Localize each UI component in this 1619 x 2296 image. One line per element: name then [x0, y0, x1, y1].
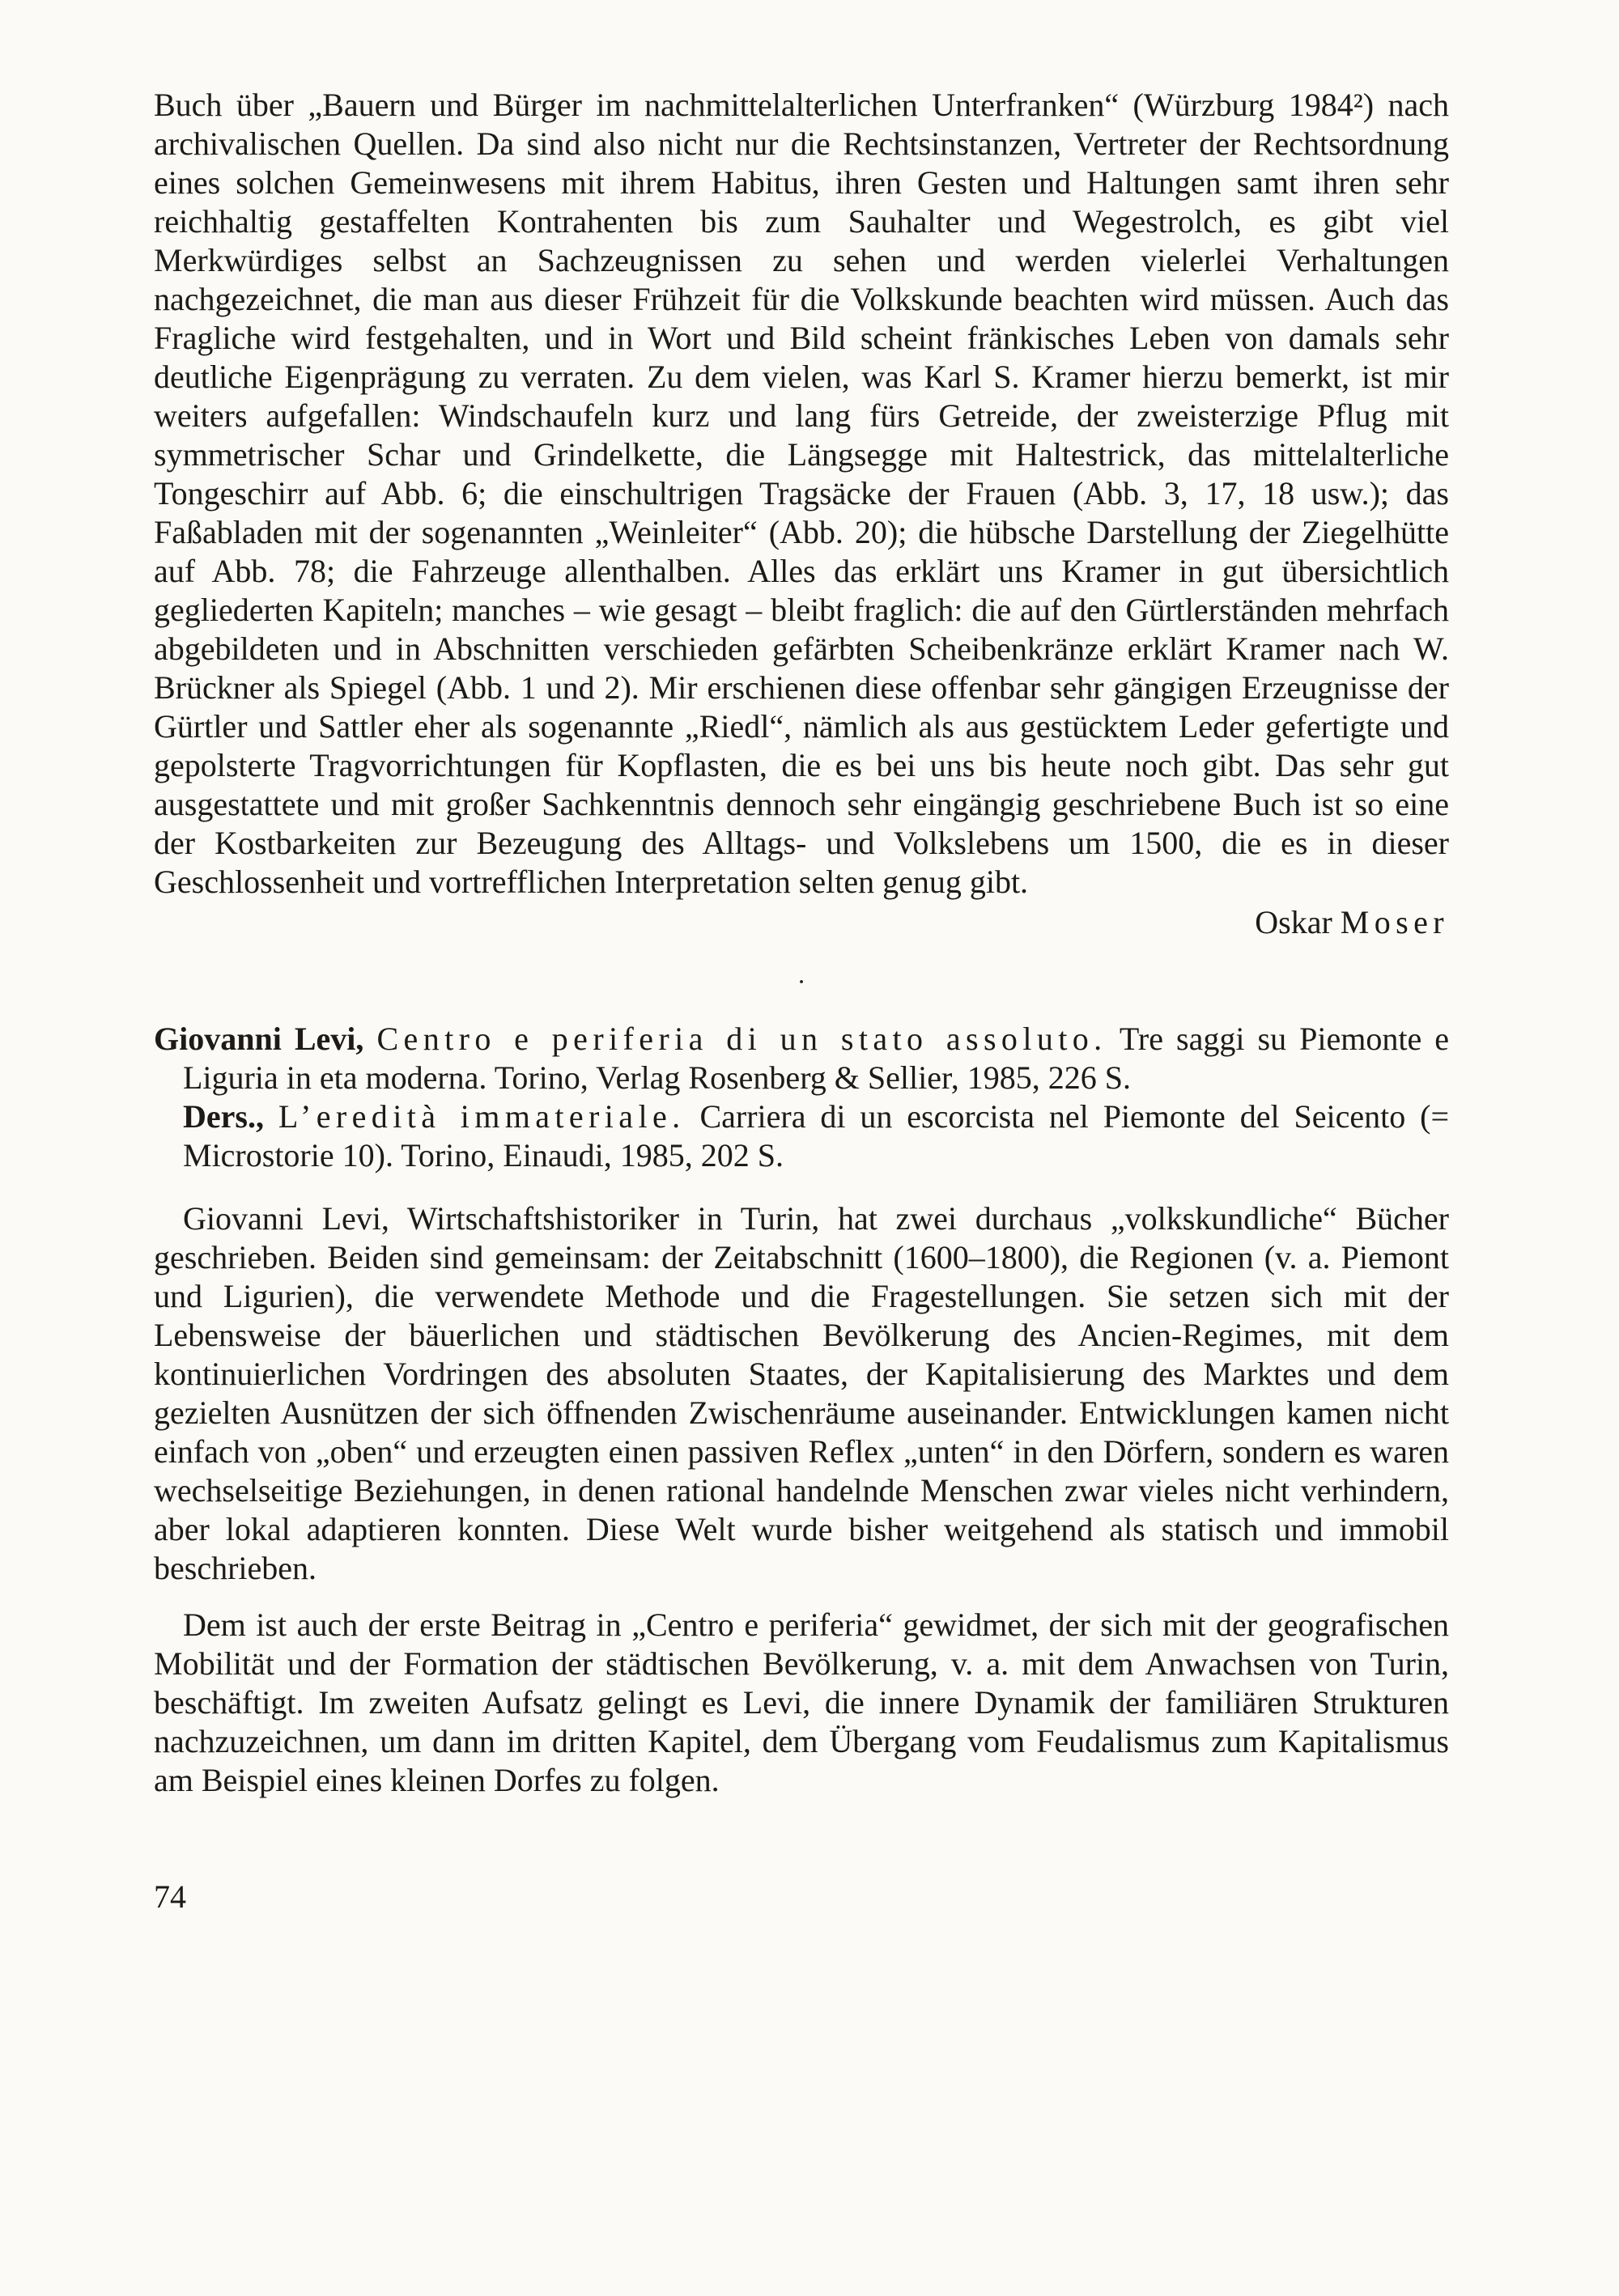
- bibliography-entry: [183, 1097, 1449, 1175]
- bibliography-title: Centro e periferia di un stato assoluto.: [376, 1021, 1107, 1057]
- reviewer-first-name: Oskar: [1255, 904, 1332, 940]
- bibliography-details: Tre saggi su Piemonte e Liguria in eta moderna. Torino, Verlag Rosenberg & Sellier, 1985, 226 S.: [183, 1021, 1450, 1096]
- review-levi-paragraph-1: Giovanni Levi, Wirtschaftshistoriker in Turin, hat zwei durchaus „volkskundliche“ Bücher geschrieben. Beiden sind gemeinsam: der Zeitabschnitt (1600–1800), die Regionen (v. a. Piemont und Ligurien), die verwendete Methode und die Fragestellungen. Sie setzen sich mit der Lebensweise der bäuerlichen und städtischen Bevölkerung des Ancien-Regimes, mit dem kontinuierlichen Vordringen des absoluten Staates, der Kapitalisierung des Marktes und dem gezielten Ausnützen der sich öffnenden Zwischenräume auseinander. Entwicklungen kamen nicht einfach von „oben“ und erzeugten einen passiven Reflex „unten“ in den Dörfern, sondern es waren wechselseitige Beziehungen, in denen rational handelnde Menschen zwar vieles nicht verhindern, aber lokal adaptieren konnten. Diese Welt wurde bisher weitgehend als statisch und immobil beschrieben.: [154, 1200, 1449, 1586]
- bibliography-author: Ders.,: [183, 1098, 264, 1135]
- bibliography-heading: [154, 1020, 1449, 1175]
- reviewer-last-name: Moser: [1340, 904, 1449, 940]
- reviewer-signature: [154, 903, 1449, 942]
- review-kramer-body-text: Buch über „Bauern und Bürger im nachmittelalterlichen Unterfranken“ (Würzburg 1984²) nach archivalischen Quellen. Da sind also nicht nur die Rechtsinstanzen, Vertreter der Rechtsordnung eines solchen Gemeinwesens mit ihrem Habitus, ihren Gesten und Haltungen samt ihren sehr reichhaltig gestaffelten Kontrahenten bis zum Sauhalter und Wegestrolch, es gibt viel Merkwürdiges selbst an Sachzeugnissen zu sehen und werden vielerlei Verhaltungen nachgezeichnet, die man aus dieser Frühzeit für die Volkskunde beachten wird müssen. Auch das Fragliche wird festgehalten, und in Wort und Bild scheint fränkisches Leben von damals sehr deutliche Eigenprägung zu verraten. Zu dem vielen, was Karl S. Kramer hierzu bemerkt, ist mir weiters aufgefallen: Windschaufeln kurz und lang fürs Getreide, der zweisterzige Pflug mit symmetrischer Schar und Grindelkette, die Längsegge mit Haltestrick, das mittelalterliche Tongeschirr auf Abb. 6; die einschultrigen Tragsäcke der Frauen (Abb. 3, 17, 18 usw.); das Faßabladen mit der sogenannten „Weinleiter“ (Abb. 20); die hübsche Darstellung der Ziegelhütte auf Abb. 78; die Fahrzeuge allenthalben. Alles das erklärt uns Kramer in gut übersichtlich gegliederten Kapiteln; manches – wie gesagt – bleibt fraglich: die auf den Gürtlerständen mehrfach abgebildeten und in Abschnitten verschieden gefärbten Scheibenkränze erklärt Kramer nach W. Brückner als Spiegel (Abb. 1 und 2). Mir erschienen diese offenbar sehr gängigen Erzeugnisse der Gürtler und Sattler eher als sogenannte „Riedl“, nämlich als aus gestücktem Leder gefertigte und gepolsterte Tragvorrichtungen für Kopflasten, die es bei uns bis heute noch gibt. Das sehr gut ausgestattete und mit großer Sachkenntnis dennoch sehr eingängig geschriebene Buch ist so eine der Kostbarkeiten zur Bezeugung des Alltags- und Volkslebens um 1500, die es in dieser Geschlossenheit und vortrefflichen Interpretation selten genug gibt.: [154, 87, 1449, 900]
- page-number: 74: [154, 1878, 186, 1915]
- section-separator-mark: ·: [797, 967, 806, 997]
- text-block: [154, 86, 1449, 1916]
- review-levi-paragraph-2: Dem ist auch der erste Beitrag in „Centro e periferia“ gewidmet, der sich mit der geografischen Mobilität und der Formation der städtischen Bevölkerung, v. a. mit dem Anwachsen von Turin, beschäftigt. Im zweiten Aufsatz gelingt es Levi, die innere Dynamik der familiären Strukturen nachzuzeichnen, um dann im dritten Kapitel, dem Übergang vom Feudalismus zum Kapitalismus am Beispiel eines kleinen Dorfes zu folgen.: [154, 1606, 1449, 1798]
- bibliography-details: Carriera di un escorcista nel Piemonte del Seicento (= Microstorie 10). Torino, Einaudi, 1985, 202 S.: [183, 1098, 1450, 1173]
- bibliography-entry: [154, 1020, 1450, 1097]
- bibliography-author: Giovanni Levi,: [154, 1021, 364, 1057]
- bibliography-title: L’eredità immateriale.: [278, 1098, 686, 1135]
